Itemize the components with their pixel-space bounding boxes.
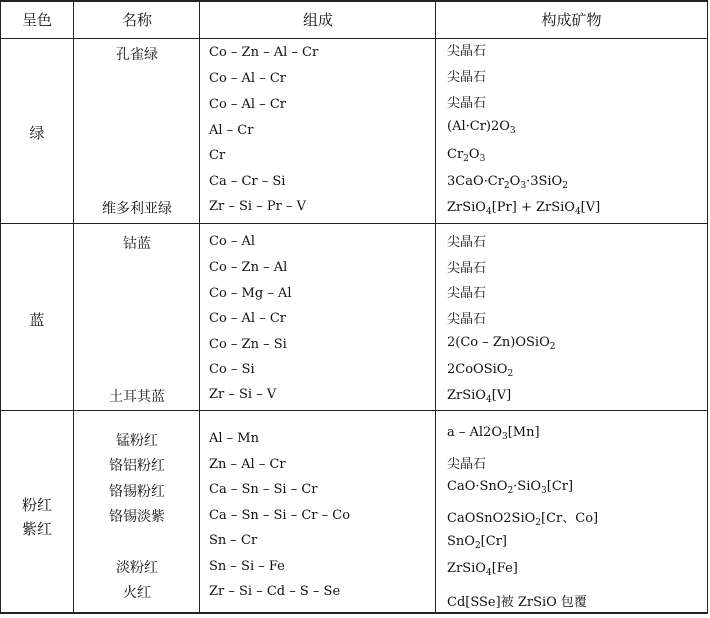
composition-cell: Co – Zn – Al – Cr (209, 45, 319, 60)
pigment-name: 铬铝粉红 (109, 458, 165, 474)
mineral-cell: 尖晶石 (447, 235, 487, 250)
composition-cell: Zr – Si – Cd – S – Se (209, 584, 341, 599)
mineral-cell: SnO$_2$[Cr] (447, 534, 507, 551)
composition-cell: Sn – Cr (209, 533, 258, 548)
pigment-name: 土耳其蓝 (109, 389, 165, 405)
composition-cell: Al – Mn (209, 431, 259, 446)
pigment-name: 维多利亚绿 (102, 201, 172, 217)
mineral-cell: CaO·SnO$_2$·SiO$_3$[Cr] (447, 479, 574, 496)
pigment-name: 淡粉红 (116, 560, 158, 576)
composition-cell: Co – Zn – Si (209, 337, 287, 352)
column-divider (435, 2, 436, 612)
header-divider (1, 38, 707, 39)
composition-cell: Co – Al – Cr (209, 97, 287, 112)
mineral-cell: ZrSiO$_4$[Pr] + ZrSiO$_4$[V] (447, 200, 601, 217)
composition-cell: Al – Cr (209, 123, 254, 138)
pigment-name: 铬锡淡紫 (109, 509, 165, 525)
composition-cell: Zn – Al – Cr (209, 457, 286, 472)
mineral-cell: $Cr_2O_3$ (447, 147, 486, 164)
composition-cell: Co – Al (209, 234, 256, 249)
pigment-name: 铬锡粉红 (109, 484, 165, 500)
mineral-cell: 尖晶石 (447, 457, 487, 472)
mineral-cell: 尖晶石 (447, 96, 487, 111)
mineral-cell: 尖晶石 (447, 70, 487, 85)
composition-cell: Co – Si (209, 362, 255, 377)
pigment-name: 钴蓝 (123, 236, 151, 252)
mineral-cell: 2CoOSiO$_2$ (447, 362, 514, 379)
composition-cell: Ca – Sn – Si – Cr – Co (209, 508, 351, 523)
pigment-name: 孔雀绿 (116, 47, 158, 63)
group-color-label: 蓝 (29, 311, 45, 329)
pigment-name: 火红 (123, 585, 151, 601)
mineral-cell: ZrSiO$_4$[V] (447, 388, 512, 405)
composition-cell: Co – Al – Cr (209, 71, 287, 86)
group-divider (1, 410, 707, 411)
composition-cell: Ca – Sn – Si – Cr (209, 482, 318, 497)
mineral-cell: 尖晶石 (447, 286, 487, 301)
mineral-cell: $3CaO\cdot Cr_2O_3\cdot 3SiO_2$ (447, 174, 568, 191)
mineral-cell: $(Al\cdot Cr)2O_3$ (447, 119, 516, 136)
group-color-label: 粉红 (21, 496, 52, 514)
mineral-cell: 尖晶石 (447, 261, 487, 276)
composition-cell: Co – Zn – Al (209, 260, 288, 275)
group-divider (1, 223, 707, 224)
mineral-cell: Cd[SSe]被 ZrSiO 包覆 (447, 595, 587, 610)
header-composition: 组成 (302, 11, 333, 29)
mineral-cell: a – $Al2O_3[Mn]$ (447, 425, 540, 442)
pigment-name: 锰粉红 (116, 433, 158, 449)
header-color: 呈色 (21, 11, 52, 29)
header-name: 名称 (121, 11, 152, 29)
composition-cell: Zr – Si – V (209, 387, 277, 402)
mineral-cell: 2(Co – Zn)OSiO$_2$ (447, 335, 556, 352)
header-mineral: 构成矿物 (541, 11, 602, 29)
mineral-cell: 尖晶石 (447, 312, 487, 327)
mineral-cell: ZrSiO$_4$[Fe] (447, 561, 518, 578)
composition-cell: Cr (209, 148, 226, 163)
mineral-cell: CaOSnO2SiO$_2$[Cr、Co] (447, 511, 599, 528)
mineral-cell: 尖晶石 (447, 44, 487, 59)
group-color-label: 紫红 (21, 520, 52, 538)
group-color-label: 绿 (29, 124, 45, 142)
composition-cell: Co – Mg – Al (209, 286, 292, 301)
composition-cell: Zr – Si – Pr – V (209, 199, 306, 214)
composition-cell: Co – Al – Cr (209, 311, 287, 326)
composition-cell: Ca – Cr – Si (209, 174, 286, 189)
composition-cell: Sn – Si – Fe (209, 559, 285, 574)
